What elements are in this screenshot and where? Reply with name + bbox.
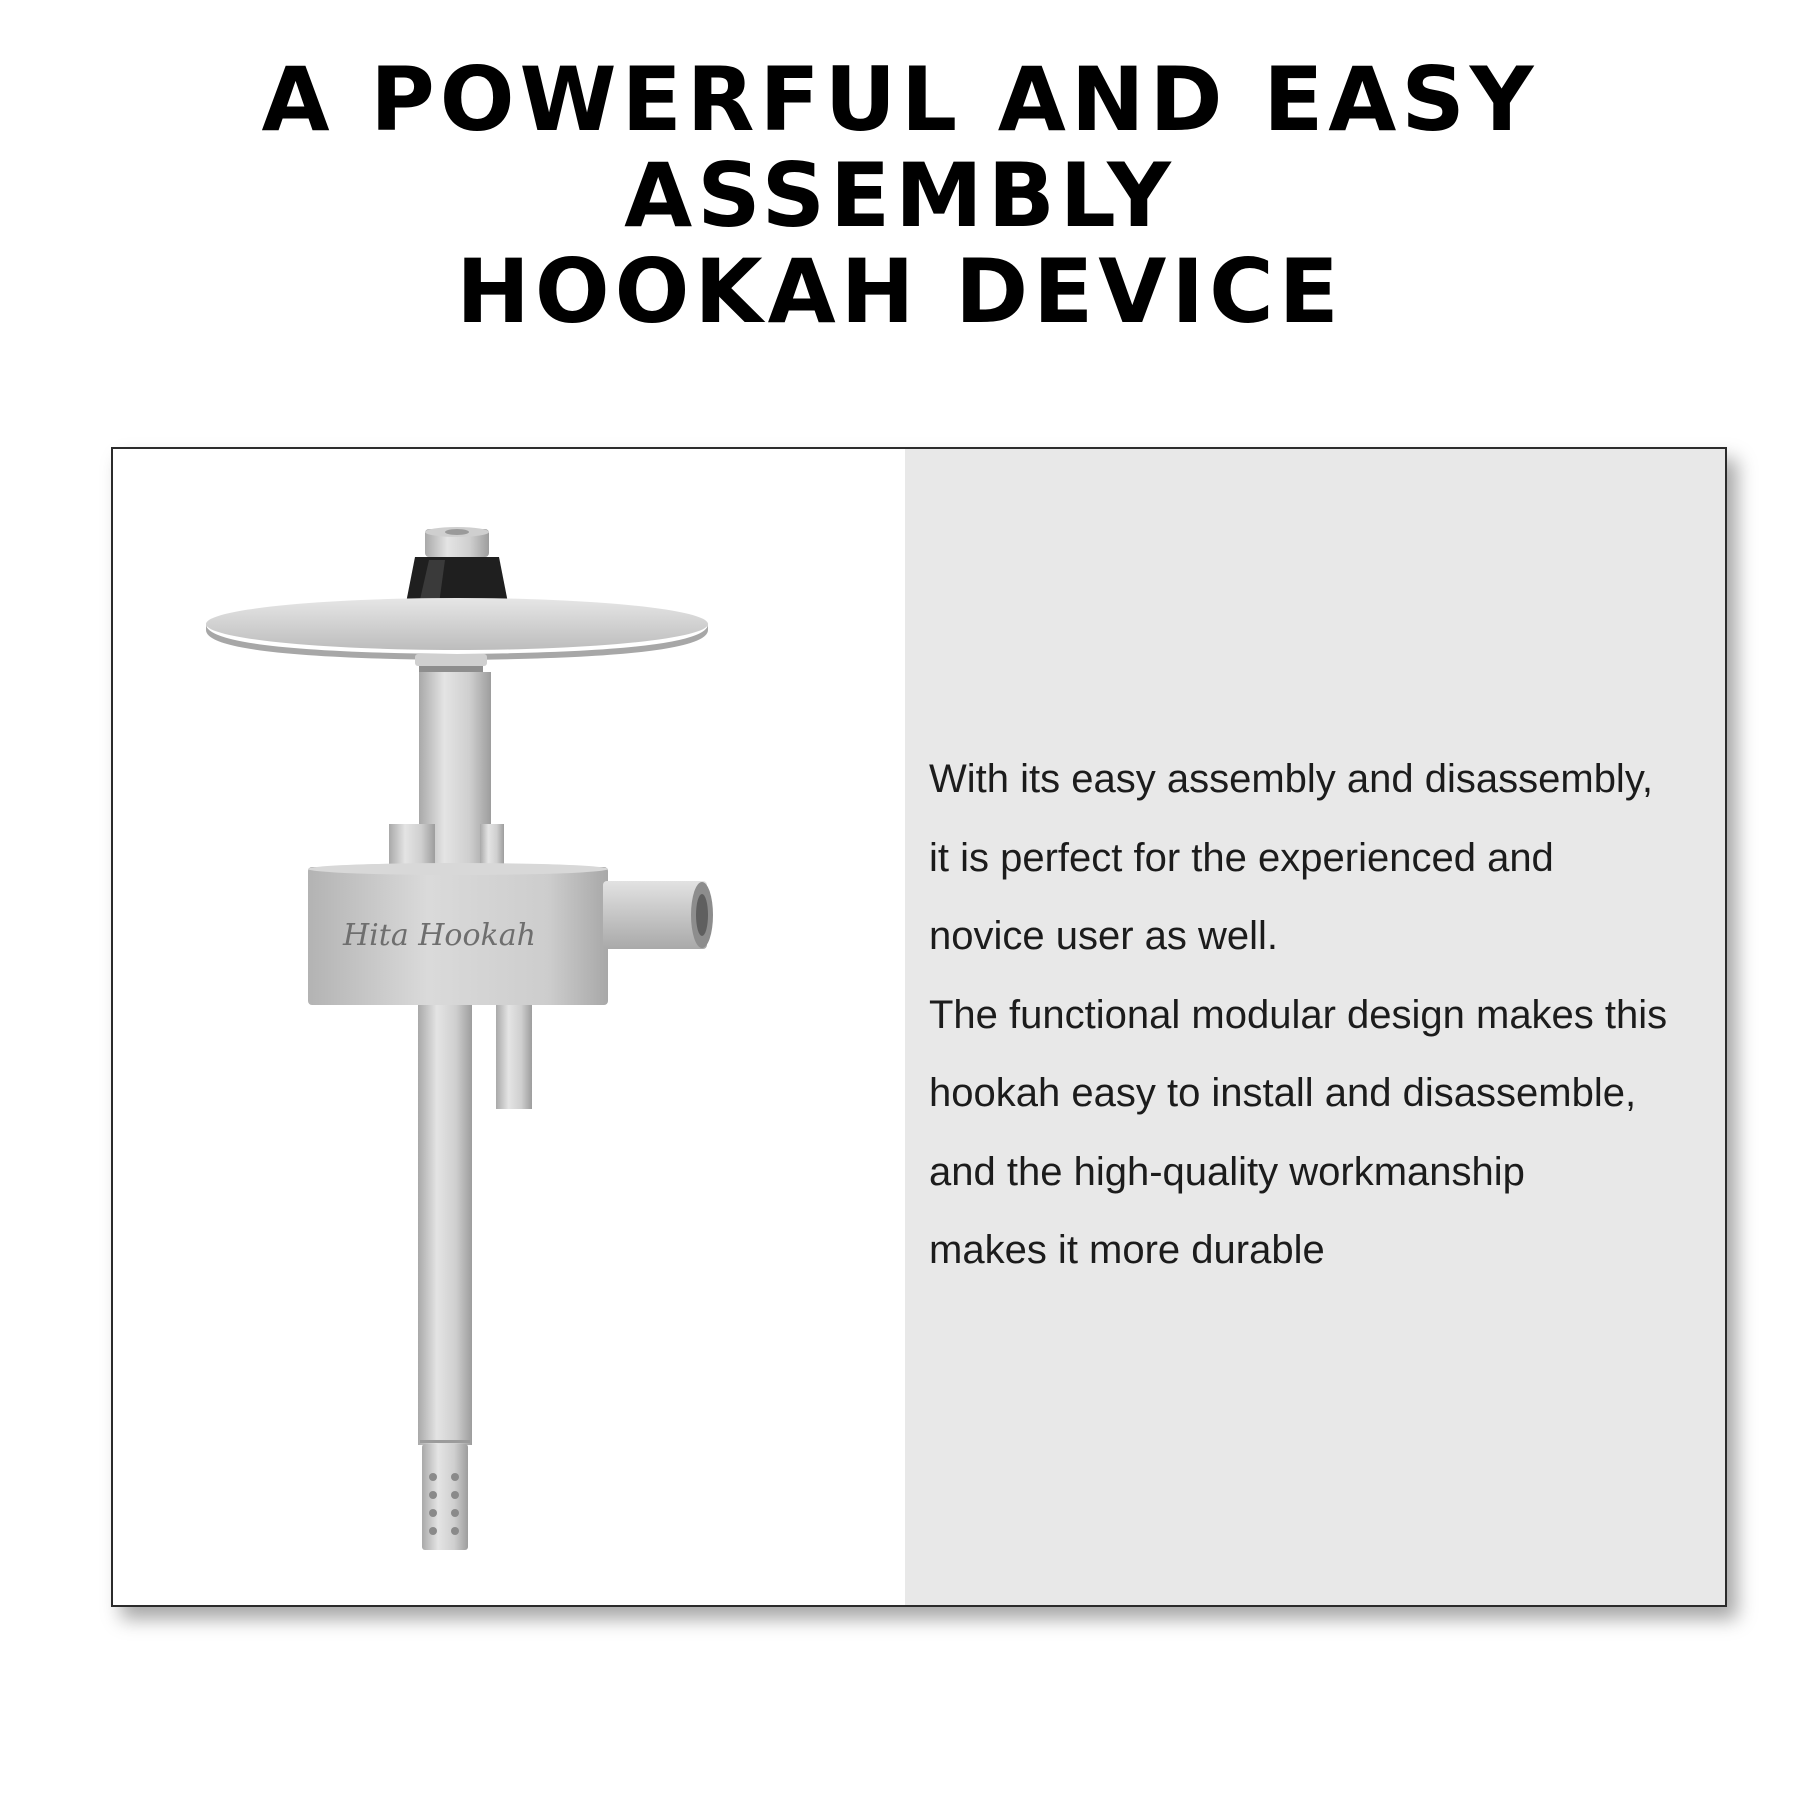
product-image-area	[113, 449, 905, 1605]
description-line: it is perfect for the experienced and	[929, 835, 1554, 880]
description-line: novice user as well.	[929, 914, 1279, 958]
hookah-device-icon	[193, 524, 753, 1554]
description-area	[905, 449, 1725, 1605]
description-line: hookah easy to install and disassemble,	[929, 1071, 1637, 1115]
headline-line-1: A POWERFUL AND EASY ASSEMBLY	[261, 48, 1539, 247]
headline-line-2: HOOKAH DEVICE	[456, 240, 1344, 343]
engraving-text: Hita Hookah	[343, 918, 536, 953]
feature-panel	[111, 447, 1727, 1607]
product-description	[929, 740, 1709, 1290]
description-line: With its easy assembly and disassembly,	[929, 757, 1653, 801]
description-line: makes it more durable	[929, 1228, 1325, 1272]
description-line: and the high-quality workmanship	[929, 1149, 1525, 1194]
description-line: The functional modular design makes this	[929, 992, 1668, 1037]
headline	[0, 48, 1800, 343]
